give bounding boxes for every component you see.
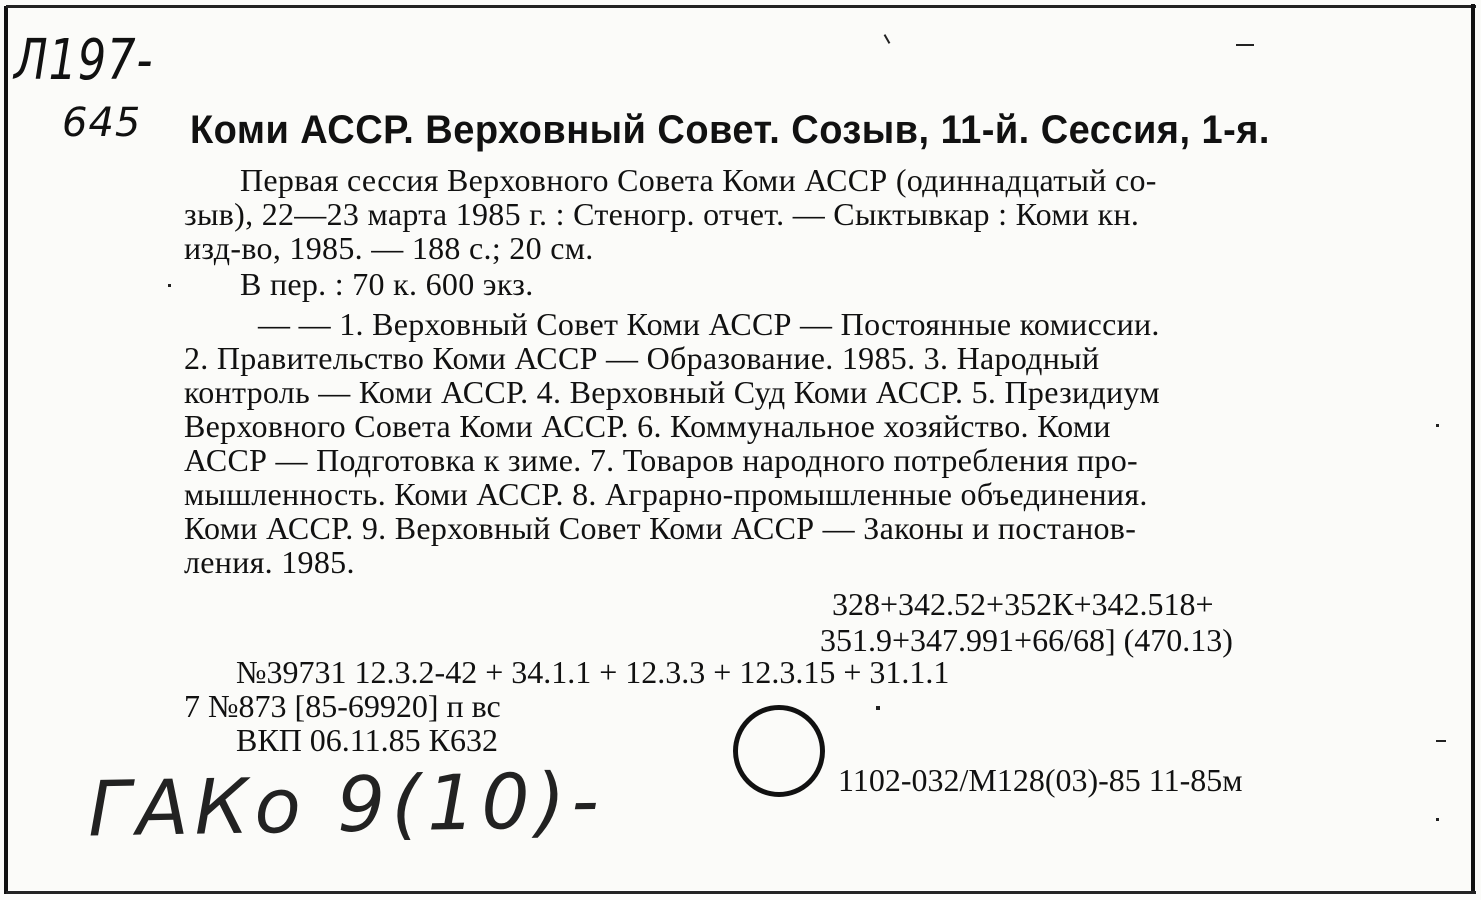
- card-border-right: [1471, 4, 1475, 894]
- card-heading: Коми АССР. Верховный Совет. Созыв, 11-й. Сессия, 1-я.: [190, 108, 1270, 152]
- subject-line-2: 2. Правительство Коми АССР — Образование. 1985. 3. Народный: [184, 340, 1100, 376]
- card-border-left: [4, 6, 8, 894]
- scan-speck: [1436, 740, 1446, 742]
- price-line: В пер. : 70 к. 600 экз.: [240, 266, 534, 302]
- subject-line-7: Коми АССР. 9. Верховный Совет Коми АССР — Законы и постанов-: [184, 510, 1137, 546]
- card-border-top: [6, 5, 1476, 8]
- classification-line-3: №39731 12.3.2-42 + 34.1.1 + 12.3.3 + 12.3.15 + 31.1.1: [236, 654, 950, 690]
- scan-speck: [876, 706, 880, 710]
- scan-speck: [1436, 818, 1439, 821]
- subject-line-5: АССР — Подготовка к зиме. 7. Товаров народного потребления про-: [184, 442, 1138, 478]
- description-line-1: Первая сессия Верховного Совета Коми АССР (одиннадцатый со-: [240, 162, 1157, 198]
- subject-line-8: ления. 1985.: [184, 544, 355, 580]
- classification-line-2: 351.9+347.991+66/68] (470.13): [820, 622, 1233, 658]
- description-line-2: зыв), 22—23 марта 1985 г. : Стеногр. отчет. — Сыктывкар : Коми кн.: [184, 196, 1140, 232]
- subject-line-6: мышленность. Коми АССР. 8. Аграрно-промышленные объединения.: [184, 476, 1148, 512]
- subject-line-1: — — 1. Верховный Совет Коми АССР — Постоянные комиссии.: [258, 306, 1160, 342]
- scan-speck: [1236, 44, 1254, 46]
- card-border-bottom: [6, 891, 1476, 894]
- classification-line-1: 328+342.52+352К+342.518+: [832, 586, 1214, 622]
- vkp-line: ВКП 06.11.85 К632: [236, 722, 498, 758]
- handwritten-archive-note: ГАКо 9(10)-: [87, 755, 606, 854]
- subject-line-4: Верховного Совета Коми АССР. 6. Коммунальное хозяйство. Коми: [184, 408, 1111, 444]
- scan-speck: [1436, 424, 1439, 427]
- card-number-line: 7 №873 [85-69920] п вс: [184, 688, 501, 724]
- scan-speck: [884, 34, 891, 44]
- handwritten-number: 645: [62, 100, 142, 146]
- scan-speck: [168, 284, 171, 287]
- publisher-code-line: 1102-032/М128(03)-85 11-85м: [838, 762, 1243, 798]
- subject-line-3: контроль — Коми АССР. 4. Верховный Суд Коми АССР. 5. Президиум: [184, 374, 1160, 410]
- description-line-3: изд-во, 1985. — 188 с.; 20 см.: [184, 230, 594, 266]
- handwritten-shelf-code: Л197-: [14, 28, 154, 93]
- circle-mark-icon: [733, 705, 825, 797]
